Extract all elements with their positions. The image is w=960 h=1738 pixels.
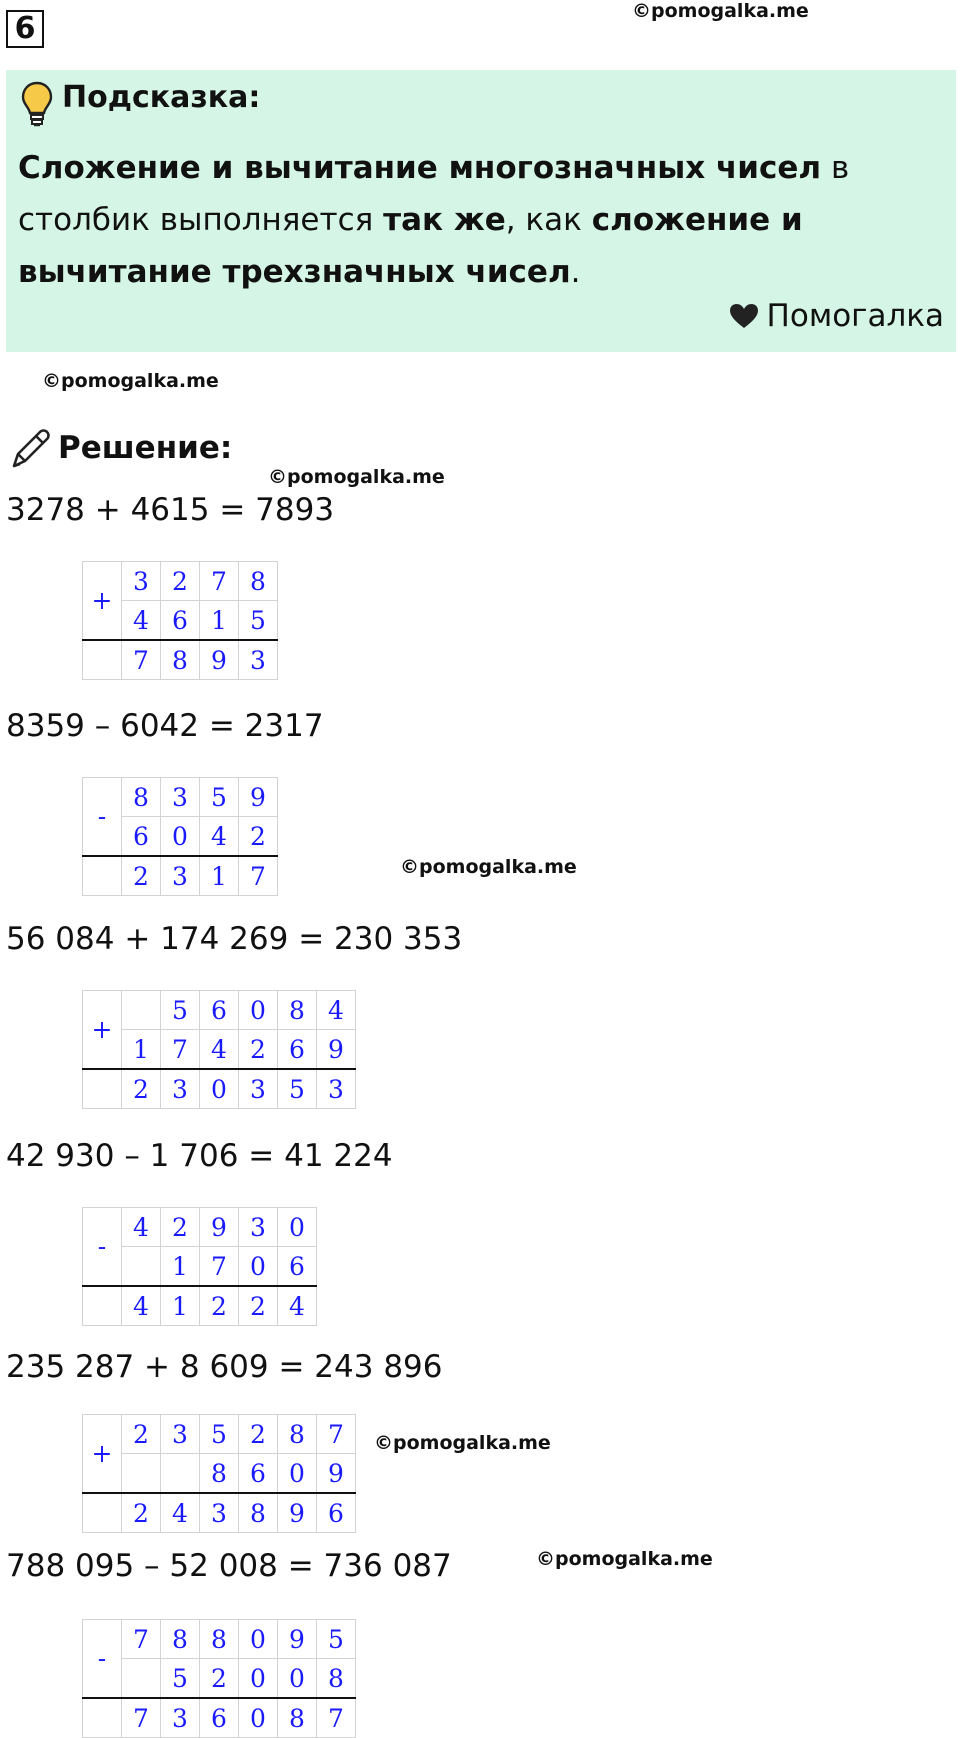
digit-cell: 5 bbox=[239, 601, 278, 641]
digit-cell bbox=[161, 1454, 200, 1494]
digit-cell: 2 bbox=[239, 1030, 278, 1070]
task-number: 6 bbox=[6, 10, 44, 48]
digit-cell: 9 bbox=[317, 1030, 356, 1070]
digit-cell: 2 bbox=[122, 1415, 161, 1454]
digit-cell: 0 bbox=[239, 1659, 278, 1699]
hint-title: Подсказка: bbox=[62, 80, 261, 115]
operand-row bbox=[83, 1415, 356, 1454]
digit-cell: 5 bbox=[200, 778, 239, 817]
digit-cell: 0 bbox=[239, 1698, 278, 1738]
digit-cell: 8 bbox=[161, 640, 200, 680]
operand-row bbox=[83, 991, 356, 1030]
digit-cell: 2 bbox=[239, 817, 278, 857]
digit-cell: 3 bbox=[200, 1493, 239, 1533]
operand-row bbox=[83, 778, 278, 817]
digit-cell: 2 bbox=[122, 856, 161, 896]
blank-cell bbox=[83, 640, 122, 680]
digit-cell: 3 bbox=[317, 1069, 356, 1109]
digit-cell: 0 bbox=[239, 1620, 278, 1659]
digit-cell: 1 bbox=[161, 1286, 200, 1326]
digit-cell: 5 bbox=[161, 1659, 200, 1699]
digit-cell: 3 bbox=[239, 1208, 278, 1247]
hint-segment: . bbox=[570, 254, 581, 290]
equation-5: 235 287 + 8 609 = 243 896 bbox=[6, 1349, 443, 1385]
watermark: ©pomogalka.me bbox=[268, 466, 445, 488]
digit-cell: 2 bbox=[161, 1208, 200, 1247]
digit-cell: 5 bbox=[317, 1620, 356, 1659]
digit-cell: 8 bbox=[278, 1415, 317, 1454]
digit-cell: 0 bbox=[239, 1247, 278, 1287]
digit-cell: 0 bbox=[200, 1069, 239, 1109]
digit-cell: 7 bbox=[122, 640, 161, 680]
brand bbox=[729, 298, 944, 334]
column-calc-4 bbox=[82, 1207, 317, 1326]
digit-cell bbox=[122, 1659, 161, 1699]
digit-cell: 3 bbox=[239, 1069, 278, 1109]
result-row bbox=[83, 856, 278, 896]
solution-title: Решение: bbox=[58, 430, 233, 466]
digit-cell: 7 bbox=[239, 856, 278, 896]
solution-header bbox=[10, 424, 232, 472]
digit-cell bbox=[122, 1247, 161, 1287]
digit-cell bbox=[122, 1454, 161, 1494]
digit-cell: 6 bbox=[161, 601, 200, 641]
operand-row bbox=[83, 1659, 356, 1699]
digit-cell: 9 bbox=[200, 1208, 239, 1247]
result-row bbox=[83, 1286, 317, 1326]
blank-cell bbox=[83, 1286, 122, 1326]
hint-segment: Сложение и вычитание многозначных чисел bbox=[18, 150, 822, 186]
equation-4: 42 930 – 1 706 = 41 224 bbox=[6, 1138, 393, 1174]
column-calc-2 bbox=[82, 777, 278, 896]
digit-cell: 6 bbox=[317, 1493, 356, 1533]
digit-cell: 6 bbox=[200, 1698, 239, 1738]
pencil-icon bbox=[10, 426, 52, 470]
digit-cell: 8 bbox=[200, 1620, 239, 1659]
digit-cell: 0 bbox=[161, 817, 200, 857]
digit-cell: 2 bbox=[122, 1069, 161, 1109]
brand-name: Помогалка bbox=[766, 298, 944, 334]
digit-cell: 2 bbox=[239, 1415, 278, 1454]
digit-cell: 3 bbox=[161, 778, 200, 817]
result-row bbox=[83, 1698, 356, 1738]
equation-2: 8359 – 6042 = 2317 bbox=[6, 708, 324, 744]
digit-cell: 6 bbox=[122, 817, 161, 857]
digit-cell: 6 bbox=[278, 1030, 317, 1070]
digit-cell: 4 bbox=[278, 1286, 317, 1326]
digit-cell: 6 bbox=[278, 1247, 317, 1287]
operator-cell: + bbox=[83, 1415, 122, 1494]
digit-cell: 8 bbox=[239, 1493, 278, 1533]
result-row bbox=[83, 1069, 356, 1109]
digit-cell: 8 bbox=[161, 1620, 200, 1659]
hint-segment: в столбик выполняется bbox=[18, 150, 850, 238]
digit-cell: 3 bbox=[239, 640, 278, 680]
result-row bbox=[83, 1493, 356, 1533]
column-calc-3 bbox=[82, 990, 356, 1109]
digit-cell: 3 bbox=[161, 1069, 200, 1109]
blank-cell bbox=[83, 1698, 122, 1738]
digit-cell: 3 bbox=[161, 856, 200, 896]
digit-cell: 9 bbox=[239, 778, 278, 817]
operator-cell: - bbox=[83, 1208, 122, 1287]
equation-6: 788 095 – 52 008 = 736 087 bbox=[6, 1548, 452, 1584]
digit-cell: 8 bbox=[239, 562, 278, 601]
digit-cell: 4 bbox=[161, 1493, 200, 1533]
digit-cell: 9 bbox=[278, 1620, 317, 1659]
lightbulb-icon bbox=[20, 80, 54, 128]
digit-cell: 2 bbox=[122, 1493, 161, 1533]
watermark: ©pomogalka.me bbox=[632, 0, 809, 22]
digit-cell: 7 bbox=[161, 1030, 200, 1070]
digit-cell bbox=[122, 991, 161, 1030]
digit-cell: 1 bbox=[161, 1247, 200, 1287]
equation-3: 56 084 + 174 269 = 230 353 bbox=[6, 921, 463, 957]
digit-cell: 1 bbox=[200, 856, 239, 896]
watermark: ©pomogalka.me bbox=[536, 1548, 713, 1570]
digit-cell: 6 bbox=[200, 991, 239, 1030]
watermark: ©pomogalka.me bbox=[42, 370, 219, 392]
digit-cell: 4 bbox=[200, 1030, 239, 1070]
digit-cell: 7 bbox=[200, 562, 239, 601]
digit-cell: 7 bbox=[317, 1415, 356, 1454]
digit-cell: 4 bbox=[200, 817, 239, 857]
digit-cell: 8 bbox=[317, 1659, 356, 1699]
equation-1: 3278 + 4615 = 7893 bbox=[6, 492, 335, 528]
digit-cell: 6 bbox=[239, 1454, 278, 1494]
digit-cell: 3 bbox=[161, 1415, 200, 1454]
heart-icon bbox=[729, 303, 759, 329]
digit-cell: 0 bbox=[278, 1208, 317, 1247]
column-calc-6 bbox=[82, 1619, 356, 1738]
watermark: ©pomogalka.me bbox=[400, 856, 577, 878]
digit-cell: 7 bbox=[200, 1247, 239, 1287]
digit-cell: 9 bbox=[278, 1493, 317, 1533]
digit-cell: 8 bbox=[200, 1454, 239, 1494]
digit-cell: 1 bbox=[200, 601, 239, 641]
digit-cell: 8 bbox=[278, 991, 317, 1030]
watermark: ©pomogalka.me bbox=[374, 1432, 551, 1454]
digit-cell: 7 bbox=[122, 1620, 161, 1659]
digit-cell: 4 bbox=[317, 991, 356, 1030]
operand-row bbox=[83, 1454, 356, 1494]
digit-cell: 7 bbox=[122, 1698, 161, 1738]
digit-cell: 5 bbox=[200, 1415, 239, 1454]
digit-cell: 4 bbox=[122, 1208, 161, 1247]
hint-segment: сложение и вычитание трехзначных чисел bbox=[18, 202, 803, 290]
hint-text bbox=[18, 142, 938, 298]
result-row bbox=[83, 640, 278, 680]
operand-row bbox=[83, 562, 278, 601]
operand-row bbox=[83, 1030, 356, 1070]
operand-row bbox=[83, 1620, 356, 1659]
hint-segment: , как bbox=[505, 202, 592, 238]
column-calc-5 bbox=[82, 1414, 356, 1533]
operator-cell: + bbox=[83, 562, 122, 641]
hint-segment: так же bbox=[383, 202, 506, 238]
blank-cell bbox=[83, 1069, 122, 1109]
digit-cell: 4 bbox=[122, 601, 161, 641]
operator-cell: - bbox=[83, 778, 122, 857]
operand-row bbox=[83, 1208, 317, 1247]
digit-cell: 8 bbox=[122, 778, 161, 817]
digit-cell: 3 bbox=[161, 1698, 200, 1738]
digit-cell: 0 bbox=[278, 1454, 317, 1494]
digit-cell: 7 bbox=[317, 1698, 356, 1738]
digit-cell: 9 bbox=[200, 640, 239, 680]
blank-cell bbox=[83, 856, 122, 896]
digit-cell: 3 bbox=[122, 562, 161, 601]
digit-cell: 5 bbox=[278, 1069, 317, 1109]
hint-box bbox=[6, 70, 956, 352]
operator-cell: + bbox=[83, 991, 122, 1070]
column-calc-1 bbox=[82, 561, 278, 680]
digit-cell: 8 bbox=[278, 1698, 317, 1738]
digit-cell: 2 bbox=[200, 1286, 239, 1326]
digit-cell: 9 bbox=[317, 1454, 356, 1494]
digit-cell: 4 bbox=[122, 1286, 161, 1326]
digit-cell: 2 bbox=[200, 1659, 239, 1699]
digit-cell: 0 bbox=[239, 991, 278, 1030]
digit-cell: 1 bbox=[122, 1030, 161, 1070]
digit-cell: 2 bbox=[239, 1286, 278, 1326]
digit-cell: 2 bbox=[161, 562, 200, 601]
digit-cell: 5 bbox=[161, 991, 200, 1030]
blank-cell bbox=[83, 1493, 122, 1533]
digit-cell: 0 bbox=[278, 1659, 317, 1699]
operator-cell: - bbox=[83, 1620, 122, 1699]
